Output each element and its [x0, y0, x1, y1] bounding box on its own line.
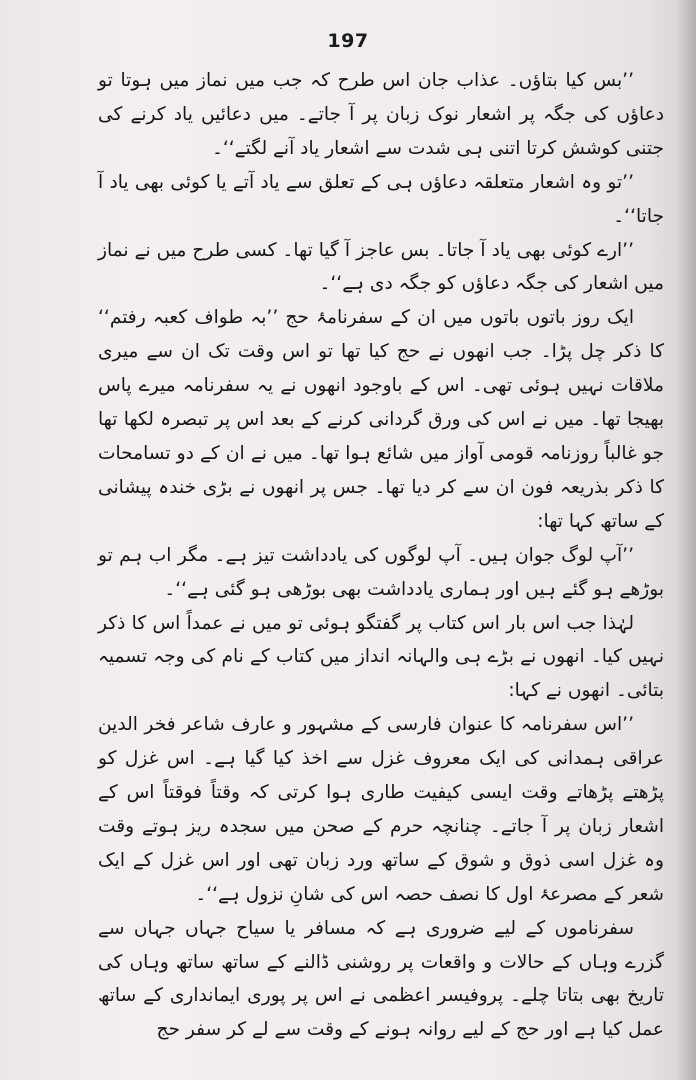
- paragraph-3: ’’ارے کوئی بھی یاد آ جاتا۔ بس عاجز آ گیا تھا۔ کسی طرح میں نے نماز میں اشعار کی جگہ دعاؤں کو جگہ دی ہے‘‘۔: [98, 239, 664, 295]
- page-number: 197: [327, 30, 369, 52]
- paragraph-4: ایک روز باتوں باتوں میں ان کے سفرنامۂ حج ’’بہ طواف کعبہ رفتم‘‘ کا ذکر چل پڑا۔ جب انھوں نے حج کیا تھا تو اس وقت تک ان سے میری ملاقات نہیں ہوئی تھی۔ اس کے باوجود انھوں نے یہ سفرنامہ میرے پاس بھیجا تھا۔ میں نے اس کی ورق گردانی کرنے کے بعد اس پر تبصرہ لکھا تھا جو غالباً روزنامہ قومی آواز میں شائع ہوا تھا۔ میں نے ان کے دو تسامحات کا ذکر بذریعہ فون ان سے کر دیا تھا۔ جس پر انھوں نے بڑی خندہ پیشانی کے ساتھ کہا تھا:: [98, 307, 664, 532]
- paragraph-1: ’’بس کیا بتاؤں۔ عذاب جان اس طرح کہ جب میں نماز میں ہوتا تو دعاؤں کی جگہ پر اشعار نوک زبان پر آ جاتے۔ میں دعائیں یاد کرنے کی جتنی کوشش کرتا اتنی ہی شدت سے اشعار یاد آنے لگتے‘‘۔: [98, 70, 664, 159]
- paragraph-2: ’’تو وہ اشعار متعلقہ دعاؤں ہی کے تعلق سے یاد آتے یا کوئی بھی یاد آ جاتا‘‘۔: [98, 171, 664, 227]
- paragraph-5: ’’آپ لوگ جوان ہیں۔ آپ لوگوں کی یادداشت تیز ہے۔ مگر اب ہم تو بوڑھے ہو گئے ہیں اور ہماری یادداشت بھی بوڑھی ہو گئی ہے‘‘۔: [98, 544, 664, 600]
- paragraph-6: لہٰذا جب اس بار اس کتاب پر گفتگو ہوئی تو میں نے عمداً اس کا ذکر نہیں کیا۔ انھوں نے بڑے ہی والہانہ انداز میں کتاب کے نام کی وجہ تسمیہ بتائی۔ انھوں نے کہا:: [98, 612, 664, 702]
- page-gutter-shadow: [676, 0, 696, 1080]
- paragraph-7: ’’اس سفرنامہ کا عنوان فارسی کے مشہور و عارف شاعر فخر الدین عراقی ہمدانی کی ایک معروف غزل سے اخذ کیا گیا ہے۔ اس غزل کو پڑھتے پڑھاتے وقت ایسی کیفیت طاری ہوا کرتی کہ وقتاً فوقتاً اس کے اشعار زبان پر آ جاتے۔ چنانچہ حرم کے صحن میں سجدہ ریز ہوتے وقت وہ غزل اسی ذوق و شوق کے ساتھ ورد زبان تھی اور اس غزل کے ایک شعر کے مصرعۂ اول کا نصف حصہ اس کی شانِ نزول ہے‘‘۔: [98, 714, 664, 905]
- body-text: [98, 64, 664, 1047]
- paragraph-8: سفرناموں کے لیے ضروری ہے کہ مسافر یا سیاح جہاں جہاں سے گزرے وہاں کے حالات و واقعات پر روشنی ڈالنے کے ساتھ ساتھ وہاں کی تاریخ بھی بتاتا چلے۔ پروفیسر اعظمی نے اس پر پوری ایمانداری کے ساتھ عمل کیا ہے اور حج کے لیے روانہ ہونے کے وقت سے لے کر سفر حج: [98, 917, 664, 1041]
